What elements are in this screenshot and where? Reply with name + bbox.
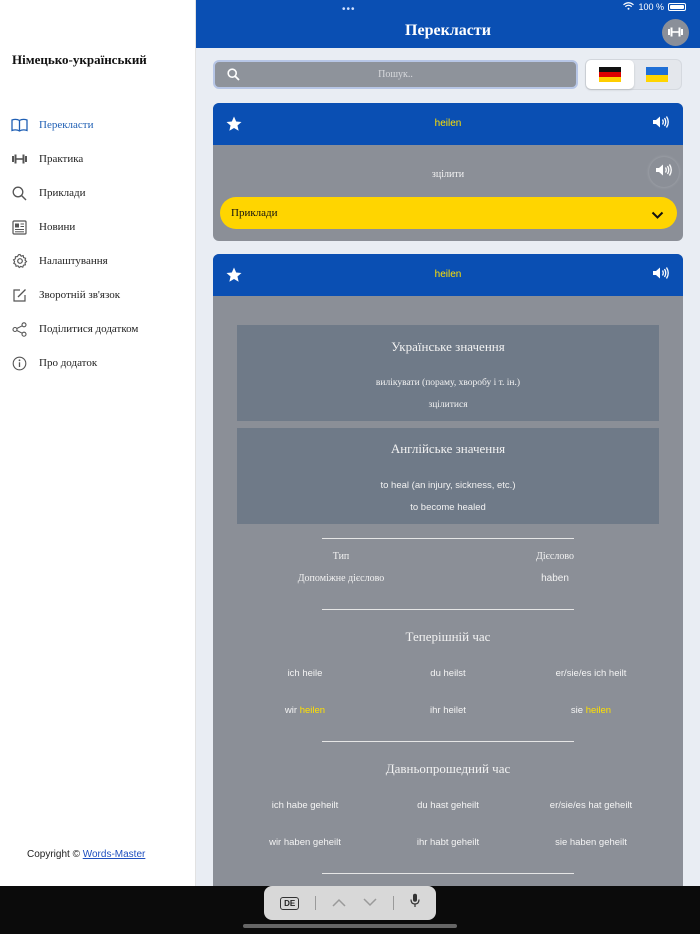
page-title: Перекласти — [405, 22, 491, 39]
sidebar-menu — [0, 108, 196, 380]
practice-button[interactable] — [662, 19, 689, 46]
conjugation-form: wir haben geheilt — [269, 837, 341, 848]
search-icon — [227, 68, 240, 86]
keyboard-language-button[interactable]: DE — [280, 897, 299, 910]
sidebar-item-translate[interactable] — [0, 108, 196, 142]
translation-text: зцілити — [431, 169, 465, 180]
card-word: heilen — [434, 269, 462, 280]
translation-card — [213, 103, 683, 241]
sidebar-item-label: Поділитися додатком — [39, 323, 139, 335]
examples-dropdown[interactable] — [220, 197, 677, 229]
edit-icon — [11, 287, 28, 304]
microphone-icon[interactable] — [410, 893, 420, 913]
search-field[interactable] — [213, 60, 578, 89]
past-tense-title: Давньопрошедний час — [385, 761, 511, 776]
newspaper-icon — [11, 219, 28, 236]
sidebar-item-label: Практика — [39, 153, 84, 165]
sidebar-item-label: Зворотній зв'язок — [39, 289, 121, 301]
sidebar — [0, 0, 196, 886]
dumbbell-icon — [11, 151, 28, 168]
conjugation-form: sie heilen — [570, 705, 612, 716]
chevron-up-icon[interactable] — [332, 894, 346, 912]
conjugation-form: er/sie/es hat geheilt — [549, 800, 633, 811]
status-indicators — [623, 2, 686, 12]
chevron-down-icon[interactable] — [363, 894, 377, 912]
search-icon — [11, 185, 28, 202]
keyboard-toolbar — [264, 886, 436, 920]
book-icon — [11, 117, 28, 134]
conjugation-form: ihr heilet — [430, 705, 466, 716]
multitask-dots[interactable]: ••• — [342, 4, 356, 15]
lang-option-ukrainian[interactable] — [634, 60, 682, 89]
card-header — [213, 103, 683, 145]
english-meaning-title: Англійське значення — [390, 441, 506, 456]
conjugation-form: du hast geheilt — [417, 800, 479, 811]
sidebar-item-about[interactable] — [0, 346, 196, 380]
sidebar-item-label: Приклади — [39, 187, 86, 199]
conjugation-form: er/sie/es ich heilt — [555, 668, 627, 679]
separator — [315, 896, 316, 910]
speaker-icon — [652, 266, 670, 285]
conjugation-form: sie haben geheilt — [555, 837, 627, 848]
sidebar-item-examples[interactable] — [0, 176, 196, 210]
type-label: Тип — [332, 551, 350, 562]
battery-percent: 100 % — [638, 2, 664, 12]
english-meaning-box — [237, 428, 659, 524]
card-word: heilen — [434, 118, 462, 129]
ukrainian-flag-icon — [646, 67, 668, 82]
divider — [322, 873, 574, 874]
examples-label: Приклади — [231, 207, 278, 219]
sidebar-item-share[interactable] — [0, 312, 196, 346]
share-icon — [11, 321, 28, 338]
meaning-line: to become healed — [410, 502, 486, 513]
language-switch[interactable] — [585, 59, 682, 90]
present-tense-title: Теперішній час — [405, 629, 491, 644]
lang-option-german[interactable] — [586, 60, 634, 89]
gear-icon — [11, 253, 28, 270]
ukrainian-meaning-box — [237, 325, 659, 421]
sidebar-item-practice[interactable] — [0, 142, 196, 176]
wifi-icon — [623, 2, 634, 12]
speaker-icon — [652, 115, 670, 134]
type-value: Дієслово — [536, 551, 574, 562]
home-indicator[interactable] — [243, 924, 457, 928]
copyright — [27, 849, 145, 860]
sidebar-item-label: Новини — [39, 221, 76, 233]
german-flag-icon — [599, 67, 621, 82]
conjugation-form: ihr habt geheilt — [416, 837, 480, 848]
conjugation-form: ich habe geheilt — [271, 800, 339, 811]
detail-card — [213, 254, 683, 886]
separator — [393, 896, 394, 910]
aux-label: Допоміжне дієслово — [297, 573, 385, 584]
battery-icon — [668, 3, 686, 11]
conjugation-form: ich heile — [287, 668, 323, 679]
speaker-button[interactable] — [650, 264, 672, 286]
main-panel — [196, 0, 700, 886]
conjugation-form: du heilst — [430, 668, 466, 679]
sidebar-item-news[interactable] — [0, 210, 196, 244]
dumbbell-icon — [667, 24, 684, 42]
sidebar-item-label: Налаштування — [39, 255, 108, 267]
info-icon — [11, 355, 28, 372]
card-header — [213, 254, 683, 296]
words-master-link[interactable]: Words-Master — [82, 849, 146, 860]
meaning-line: зцілитися — [428, 400, 468, 410]
search-input[interactable] — [215, 69, 576, 80]
app-title: Німецько-український — [12, 52, 147, 67]
divider — [322, 538, 574, 539]
sidebar-item-label: Перекласти — [39, 119, 94, 131]
meaning-line: вилікувати (пораму, хворобу і т. ін.) — [375, 378, 521, 388]
copyright-text: Copyright © — [27, 849, 83, 860]
ukrainian-meaning-title: Українське значення — [391, 339, 505, 354]
divider — [322, 741, 574, 742]
divider — [322, 609, 574, 610]
chevron-down-icon — [651, 207, 664, 225]
sidebar-item-feedback[interactable] — [0, 278, 196, 312]
sidebar-item-settings[interactable] — [0, 244, 196, 278]
speaker-button[interactable] — [650, 113, 672, 135]
aux-value: haben — [541, 573, 569, 584]
conjugation-form: wir heilen — [284, 705, 326, 716]
meaning-line: to heal (an injury, sickness, etc.) — [380, 480, 516, 491]
keyboard-area — [0, 886, 700, 934]
sidebar-item-label: Про додаток — [39, 357, 98, 369]
